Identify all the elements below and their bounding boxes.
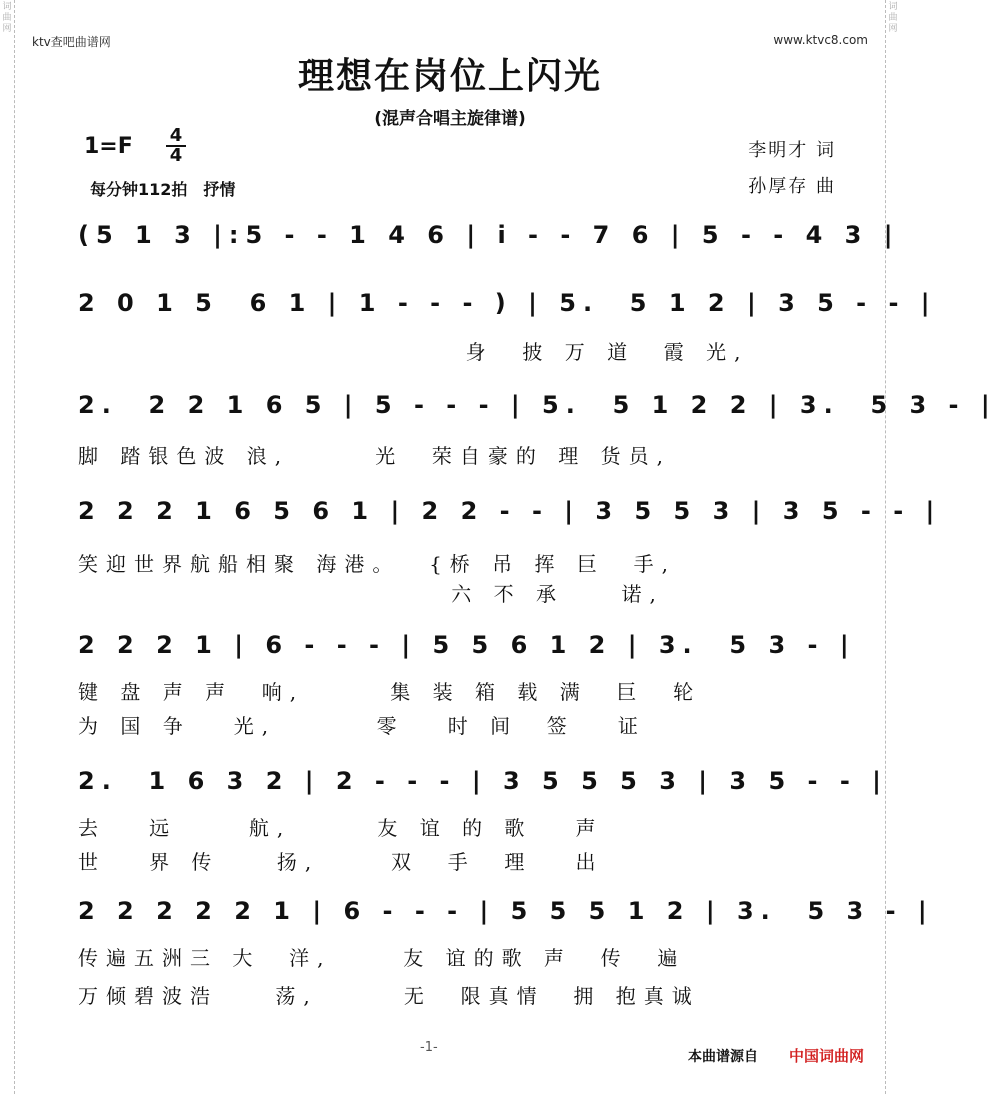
note-line: 2 2 2 1 | 6 - - - | 5 5 6 1 2 | 3. 5 3 - | (78, 631, 856, 659)
score-row-3 (78, 384, 997, 426)
score-row-5 (78, 624, 856, 666)
score-row-7 (78, 890, 934, 932)
score-row-2 (78, 282, 937, 324)
edge-watermark-text: 词曲网 (2, 2, 12, 34)
note-line: 2 2 2 2 2 1 | 6 - - - | 5 5 5 1 2 | 3. 5 3 - | (78, 897, 934, 925)
left-edge-watermark (0, 0, 15, 1094)
song-title: 理想在岗位上闪光 (297, 55, 602, 97)
lyric-line: 万倾碧波浩 荡, 无 限真情 拥 抱真诚 (78, 984, 700, 1008)
page-number: -1- (420, 1040, 438, 1055)
right-edge-watermark (885, 0, 900, 1094)
lyric-line: 身 披 万 道 霞 光, (78, 340, 749, 364)
composer-credit: 孙厚存 曲 (748, 176, 836, 197)
lyric-line: 去 远 航, 友 谊 的 歌 声 (78, 816, 604, 840)
score-row-6 (78, 760, 888, 802)
edge-watermark-text: 词曲网 (888, 2, 898, 34)
note-line: (5 1 3 |:5 - - 1 4 6 | i - - 7 6 | 5 - - 4 3 | (78, 221, 900, 249)
source-brand-link[interactable]: 中国词曲网 (788, 1047, 864, 1065)
tempo-marking: 每分钟112拍 抒情 (90, 180, 236, 199)
score-row-1 (78, 214, 900, 256)
source-label: 本曲谱源自 (688, 1049, 758, 1065)
lyric-line: 笑迎世界航船相聚 海港。 {桥 吊 挥 巨 手, (78, 552, 676, 576)
song-subtitle: (混声合唱主旋律谱) (374, 109, 526, 129)
lyric-line: 传遍五洲三 大 洋, 友 谊的歌 声 传 遍 (78, 946, 686, 970)
site-name-left: ktv查吧曲谱网 (32, 35, 111, 49)
site-url-right[interactable]: www.ktvc8.com (773, 33, 868, 47)
lyric-line: 键 盘 声 声 响, 集 装 箱 载 满 巨 轮 (78, 680, 702, 704)
note-line: 2 2 2 1 6 5 6 1 | 2 2 - - | 3 5 5 3 | 3 5 - - | (78, 497, 942, 525)
time-signature (166, 127, 186, 165)
meter-top: 4 (166, 127, 186, 147)
lyric-line: 脚 踏银色波 浪, 光 荣自豪的 理 货员, (78, 444, 672, 468)
score-row-4 (78, 490, 942, 532)
lyric-line: 为 国 争 光, 零 时 间 签 证 (78, 714, 646, 738)
lyricist-credit: 李明才 词 (748, 140, 836, 161)
note-line: 2 0 1 5 6 1 | 1 - - - ) | 5. 5 1 2 | 3 5 - - | (78, 289, 937, 317)
note-line: 2. 1 6 3 2 | 2 - - - | 3 5 5 5 3 | 3 5 - - | (78, 767, 888, 795)
lyric-line: 六 不 承 诺, (78, 582, 664, 606)
key-signature: 1=F (84, 134, 133, 159)
note-line: 2. 2 2 1 6 5 | 5 - - - | 5. 5 1 2 2 | 3. 5 3 - | (78, 391, 997, 419)
lyric-line: 世 界 传 扬, 双 手 理 出 (78, 850, 604, 874)
meter-bottom: 4 (169, 145, 183, 166)
